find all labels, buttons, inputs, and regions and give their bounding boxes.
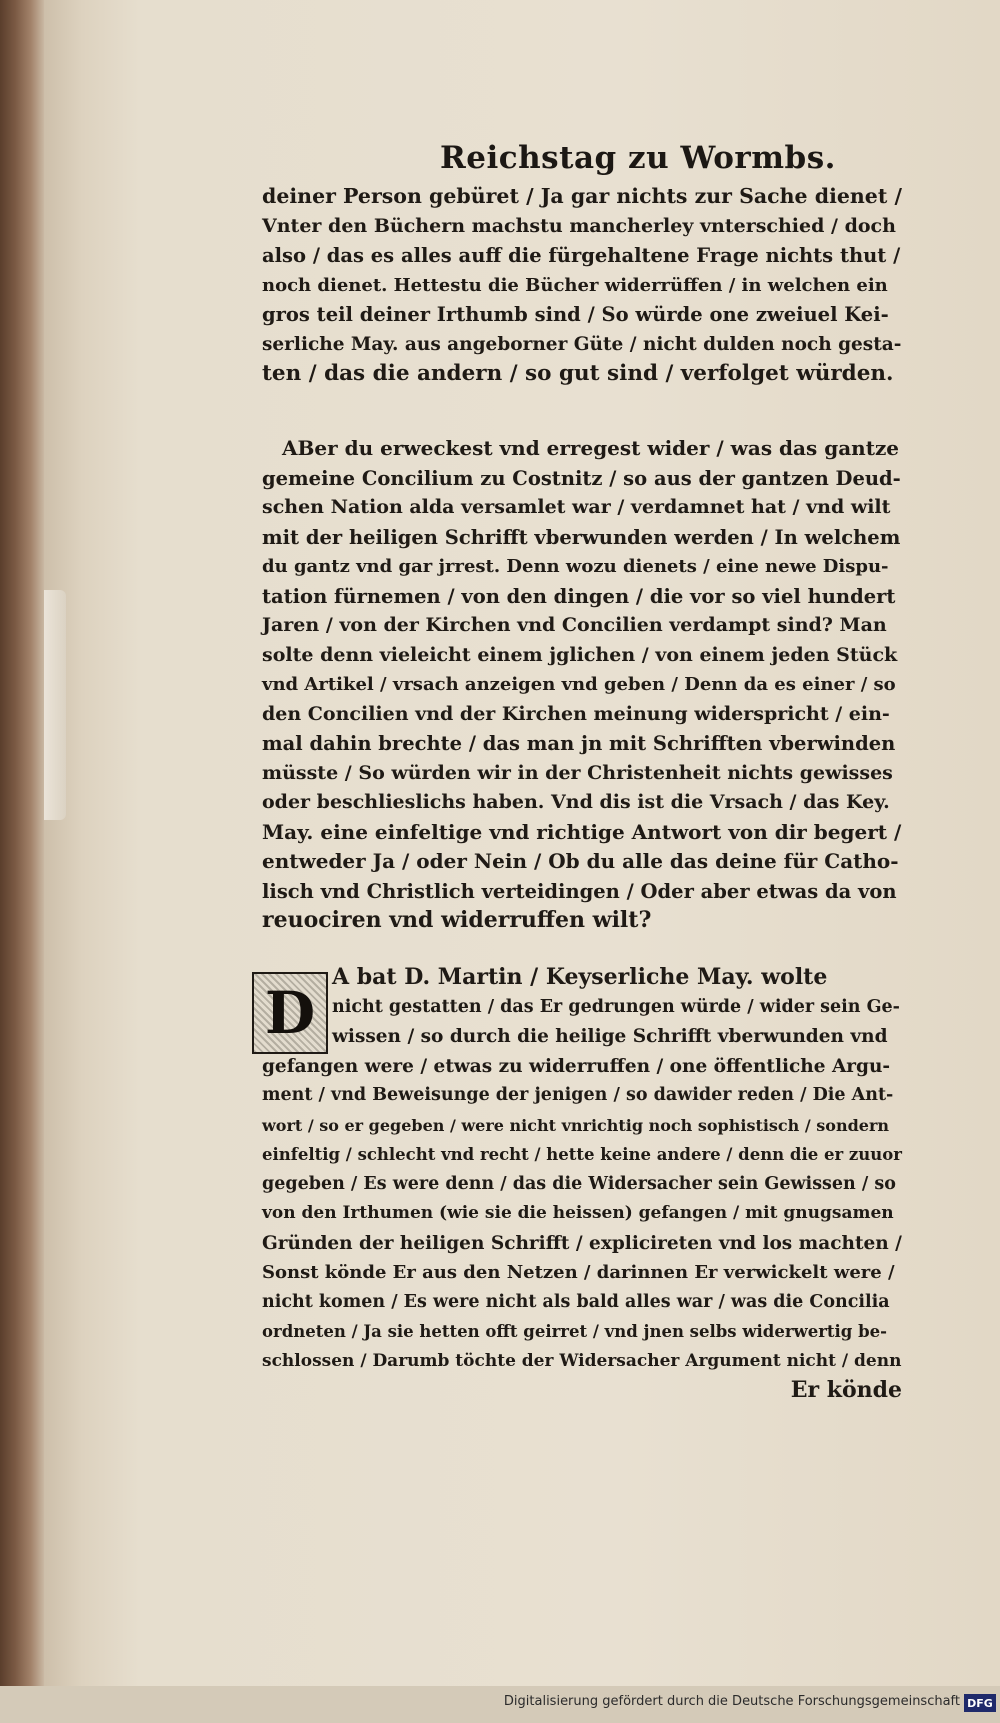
text-line: einfeltig / schlecht vnd recht / hette keine andere / denn die er zuuor xyxy=(262,1145,902,1164)
text-line: Gründen der heiligen Schrifft / explicireten vnd los machten / xyxy=(262,1232,902,1254)
text-line: gegeben / Es were denn / das die Widersacher sein Gewissen / so xyxy=(262,1173,896,1194)
text-line: ABer du erweckest vnd erregest wider / was das gantze xyxy=(282,436,900,460)
text-line: gros teil deiner Irthumb sind / So würde one zweiuel Kei- xyxy=(262,303,889,326)
dfg-logo: DFG xyxy=(964,1694,996,1712)
text-line: schlossen / Darumb töchte der Widersacher Argument nicht / denn xyxy=(262,1350,902,1371)
text-line: von den Irthumen (wie sie die heissen) gefangen / mit gnugsamen xyxy=(262,1203,894,1223)
text-line: solte denn vieleicht einem jglichen / von einem jeden Stück xyxy=(262,643,898,666)
text-line: gemeine Concilium zu Costnitz / so aus der gantzen Deud- xyxy=(262,466,901,490)
text-line: mit der heiligen Schrifft vberwunden werden / In welchem xyxy=(262,525,901,549)
book-spine-edge xyxy=(0,0,44,1723)
text-line: Sonst könde Er aus den Netzen / darinnen Er verwickelt were / xyxy=(262,1262,895,1283)
text-line: serliche May. aus angeborner Güte / nicht dulden noch gesta- xyxy=(262,333,902,355)
text-line: deiner Person gebüret / Ja gar nichts zur Sache dienet / xyxy=(262,184,902,208)
text-line: entweder Ja / oder Nein / Ob du alle das deine für Catho- xyxy=(262,849,899,873)
text-line: gefangen were / etwas zu widerruffen / one öffentliche Argu- xyxy=(262,1055,891,1077)
text-line: ordneten / Ja sie hetten offt geirret / vnd jnen selbs widerwertig be- xyxy=(262,1322,887,1341)
text-line: nicht gestatten / das Er gedrungen würde / wider sein Ge- xyxy=(332,996,900,1017)
text-line: nicht komen / Es were nicht als bald alles war / was die Concilia xyxy=(262,1291,890,1312)
text-line: also / das es alles auff die fürgehaltene Frage nichts thut / xyxy=(262,244,901,267)
text-line: den Concilien vnd der Kirchen meinung widerspricht / ein- xyxy=(262,702,890,725)
running-header: Reichstag zu Wormbs. xyxy=(440,140,836,176)
paragraph-2 xyxy=(262,434,902,936)
text-line: schen Nation alda versamlet war / verdamnet hat / vnd wilt xyxy=(262,496,891,518)
text-line: ten / das die andern / so gut sind / verfolget würden. xyxy=(262,361,894,386)
paper-tab-marker xyxy=(44,590,66,820)
text-line: lisch vnd Christlich verteidingen / Oder aber etwas da von xyxy=(262,879,897,903)
text-line: May. eine einfeltige vnd richtige Antwort von dir begert / xyxy=(262,819,902,844)
drop-cap-letter: D xyxy=(254,974,326,1052)
digitization-footer xyxy=(0,1686,1000,1723)
catchword: Er könde xyxy=(790,1377,902,1403)
text-line: Jaren / von der Kirchen vnd Concilien verdampt sind? Man xyxy=(262,614,887,636)
text-line: Vnter den Büchern machstu mancherley vnterschied / doch xyxy=(262,214,896,237)
text-line: oder beschlieslichs haben. Vnd dis ist die Vrsach / das Key. xyxy=(262,791,890,813)
funding-credit: Digitalisierung gefördert durch die Deutsche Forschungsgemeinschaft xyxy=(503,1694,960,1709)
text-line: müsste / So würden wir in der Christenheit nichts gewisses xyxy=(262,761,893,784)
text-line: reuociren vnd widerruffen wilt? xyxy=(262,907,652,933)
text-line: noch dienet. Hettestu die Bücher widerrüffen / in welchen ein xyxy=(262,274,888,296)
paragraph-1 xyxy=(262,182,902,389)
text-line: A bat D. Martin / Keyserliche May. wolte xyxy=(332,964,828,990)
text-line: wissen / so durch die heilige Schrifft vberwunden vnd xyxy=(332,1026,888,1047)
text-line: mal dahin brechte / das man jn mit Schrifften vberwinden xyxy=(262,732,896,755)
text-line: ment / vnd Beweisunge der jenigen / so dawider reden / Die Ant- xyxy=(262,1085,894,1105)
text-line: tation fürnemen / von den dingen / die vor so viel hundert xyxy=(262,584,896,608)
text-line: wort / so er gegeben / were nicht vnrichtig noch sophistisch / sondern xyxy=(262,1115,890,1135)
paragraph-3 xyxy=(262,963,902,1406)
text-line: du gantz vnd gar jrrest. Denn wozu dienets / eine newe Dispu- xyxy=(262,556,889,577)
text-line: vnd Artikel / vrsach anzeigen vnd geben / Denn da es einer / so xyxy=(262,674,896,695)
